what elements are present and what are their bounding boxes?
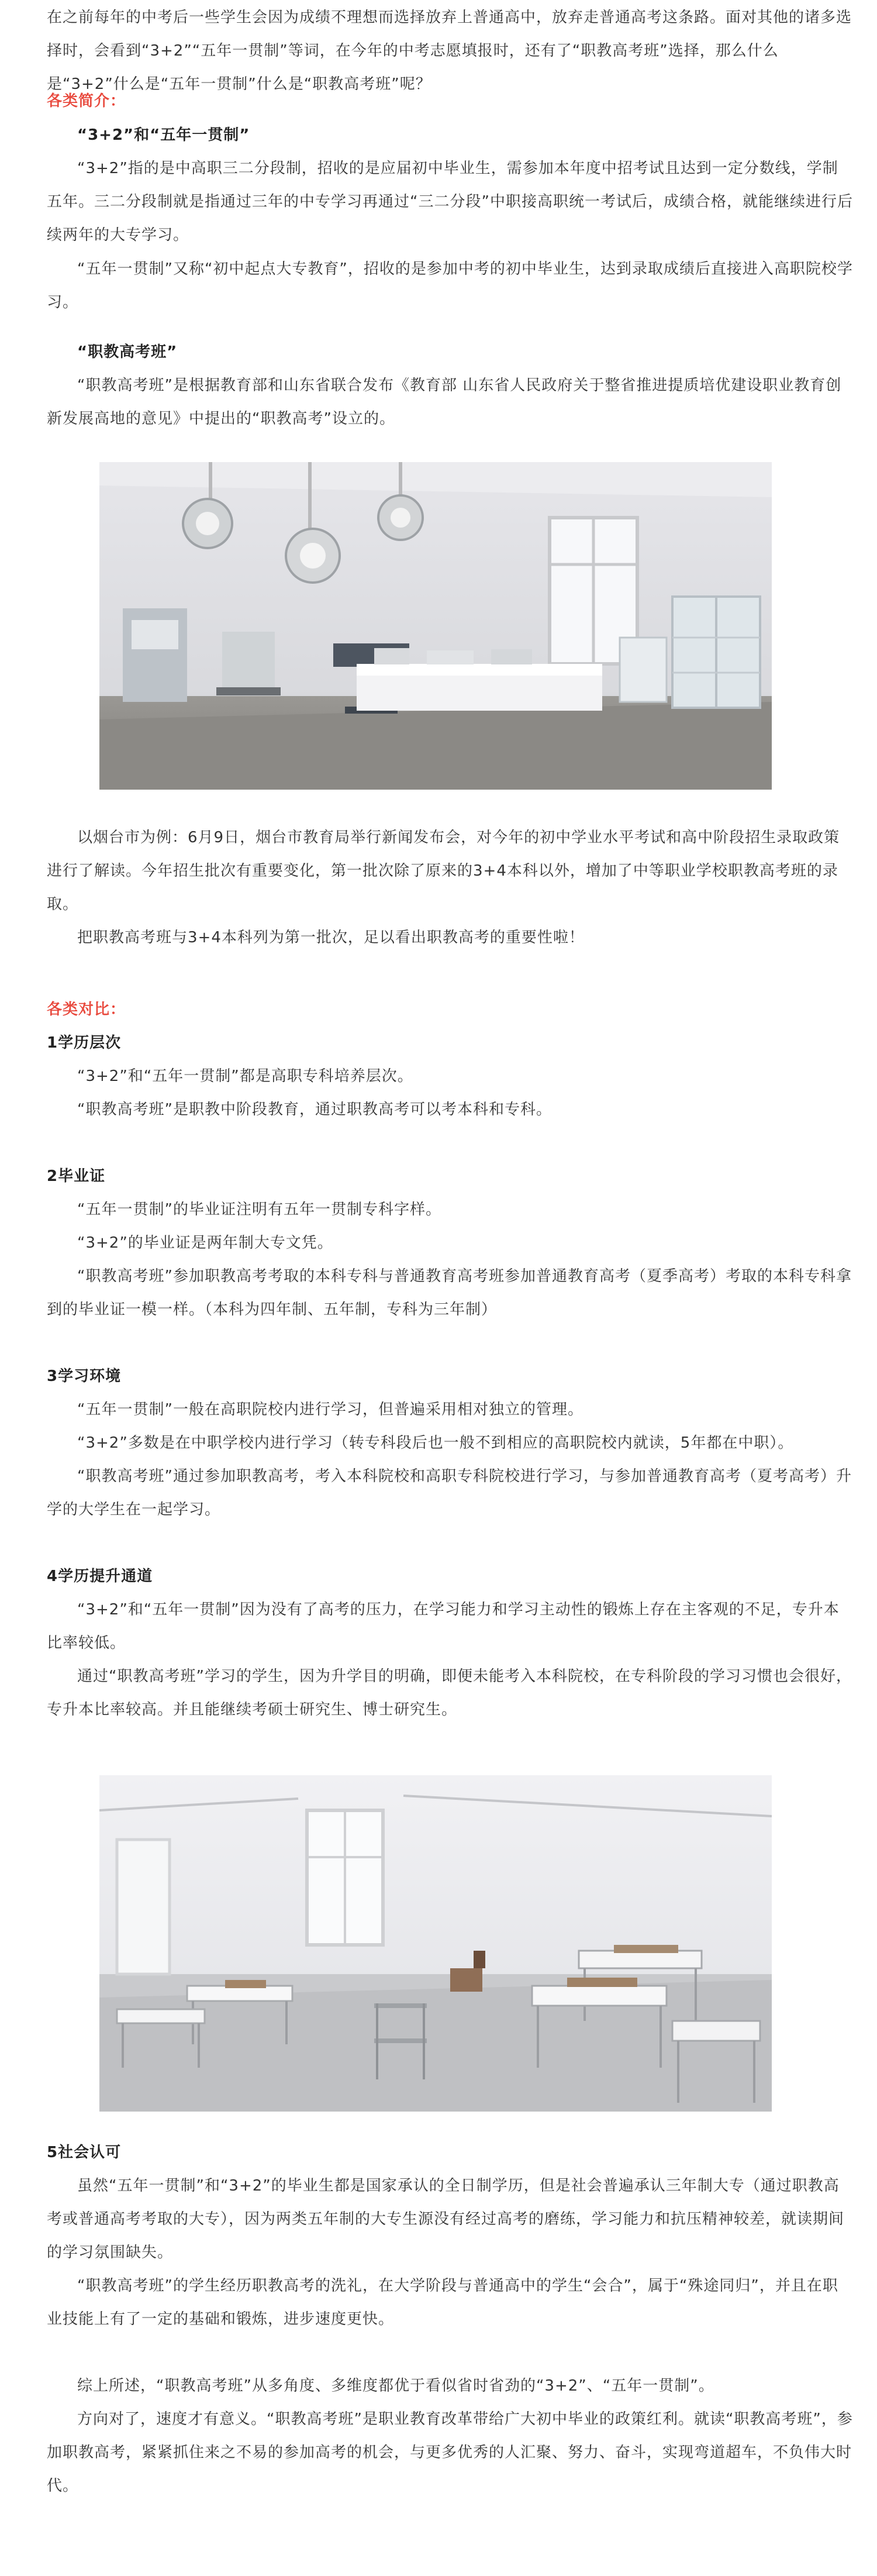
paragraph-conclusion-1: 综上所述，“职教高考班”从多角度、多维度都优于看似省时省劲的“3+2”、“五年一贯制”。 [77,2377,714,2395]
paragraph-first-batch: 把职教高考班与3+4本科列为第一批次，足以看出职教高考的重要性啦！ [77,929,585,946]
section-heading-comparison: 各类对比： [47,1001,126,1018]
paragraph-education-level-2: “职教高考班”是职教中阶段教育，通过职教高考可以考本科和专科。 [77,1101,552,1118]
paragraph-vocational-exam-class: “职教高考班”是根据教育部和山东省联合发布《教育部 山东省人民政府关于整省推进提质培优建设职业教育创新发展高地的意见》中提出的“职教高考”设立的。 [47,377,842,428]
subheading-vocational-exam-class: “职教高考班” [77,343,178,361]
paragraph-environment-1: “五年一贯制”一般在高职院校内进行学习，但普遍采用相对独立的管理。 [77,1401,583,1418]
intro-paragraph: 在之前每年的中考后一些学生会因为成绩不理想而选择放弃上普通高中，放弃走普通高考这条路。面对其他的诸多选择时，会看到“3+2”“五年一贯制”等词，在今年的中考志愿填报时，还有了“职教高考班”选择，那么什么是“3+2”什么是“五年一贯制”什么是“职教高考班”呢？ [47,9,852,93]
paragraph-diploma-3: “职教高考班”参加职教高考考取的本科专科与普通教育高考班参加普通教育高考（夏季高考）考取的本科专科拿到的毕业证一模一样。（本科为四年制、五年制，专科为三年制） [47,1268,852,1318]
comparison-title-advancement: 4学历提升通道 [47,1568,153,1585]
paragraph-conclusion-2: 方向对了，速度才有意义。“职教高考班”是职业教育改革带给广大初中毕业的政策红利。就读“职教高考班”，参加职教高考，紧紧抓住来之不易的参加高考的机会，与更多优秀的人汇聚、努力、奋斗，实现弯道超车，不负伟大时代。 [47,2410,853,2495]
comparison-title-diploma: 2毕业证 [47,1168,106,1185]
paragraph-environment-2: “3+2”多数是在中职学校内进行学习（转专科段后也一般不到相应的高职院校内就读，5年都在中职）。 [77,1434,794,1452]
paragraph-education-level-1: “3+2”和“五年一贯制”都是高职专科培养层次。 [77,1067,413,1085]
paragraph-yantai-example: 以烟台市为例：6月9日，烟台市教育局举行新闻发布会，对今年的初中学业水平考试和高中阶段招生录取政策进行了解读。今年招生批次有重要变化，第一批次除了原来的3+4本科以外，增加了中等职业学校职教高考班的录取。 [47,829,840,913]
comparison-title-social-recognition: 5社会认可 [47,2144,122,2161]
subheading-3plus2: “3+2”和“五年一贯制” [77,126,250,144]
paragraph-advancement-1: “3+2”和“五年一贯制”因为没有了高考的压力，在学习能力和学习主动性的锻炼上存在主客观的不足，专升本比率较低。 [47,1601,840,1652]
ward-room-photo [99,1775,772,2112]
paragraph-diploma-2: “3+2”的毕业证是两年制大专文凭。 [77,1234,333,1252]
paragraph-diploma-1: “五年一贯制”的毕业证注明有五年一贯制专科字样。 [77,1201,441,1218]
comparison-title-study-environment: 3学习环境 [47,1368,122,1385]
paragraph-five-year: “五年一贯制”又称“初中起点大专教育”，招收的是参加中考的初中毕业生，达到录取成绩后直接进入高职院校学习。 [47,260,853,311]
paragraph-environment-3: “职教高考班”通过参加职教高考，考入本科院校和高职专科院校进行学习，与参加普通教育高考（夏考高考）升学的大学生在一起学习。 [47,1468,852,1518]
section-heading-intro: 各类简介： [47,92,126,110]
paragraph-recognition-2: “职教高考班”的学生经历职教高考的洗礼，在大学阶段与普通高中的学生“会合”，属于“殊途同归”，并且在职业技能上有了一定的基础和锻炼，进步速度更快。 [47,2277,838,2328]
comparison-title-education-level: 1学历层次 [47,1034,122,1052]
paragraph-3plus2: “3+2”指的是中高职三二分段制，招收的是应届初中毕业生，需参加本年度中招考试且达到一定分数线，学制五年。三二分段制就是指通过三年的中专学习再通过“三二分段”中职接高职统一考试后，成绩合格，就能继续进行后续两年的大专学习。 [47,160,853,244]
paragraph-advancement-2: 通过“职教高考班”学习的学生，因为升学目的明确，即便未能考入本科院校，在专科阶段的学习习惯也会很好，专升本比率较高。并且能继续考硕士研究生、博士研究生。 [47,1668,852,1719]
paragraph-recognition-1: 虽然“五年一贯制”和“3+2”的毕业生都是国家承认的全日制学历，但是社会普遍承认三年制大专（通过职教高考或普通高考考取的大专），因为两类五年制的大专生源没有经过高考的磨练，学习能力和抗压精神较差，就读期间的学习氛围缺失。 [47,2177,845,2261]
training-room-photo [99,462,772,790]
